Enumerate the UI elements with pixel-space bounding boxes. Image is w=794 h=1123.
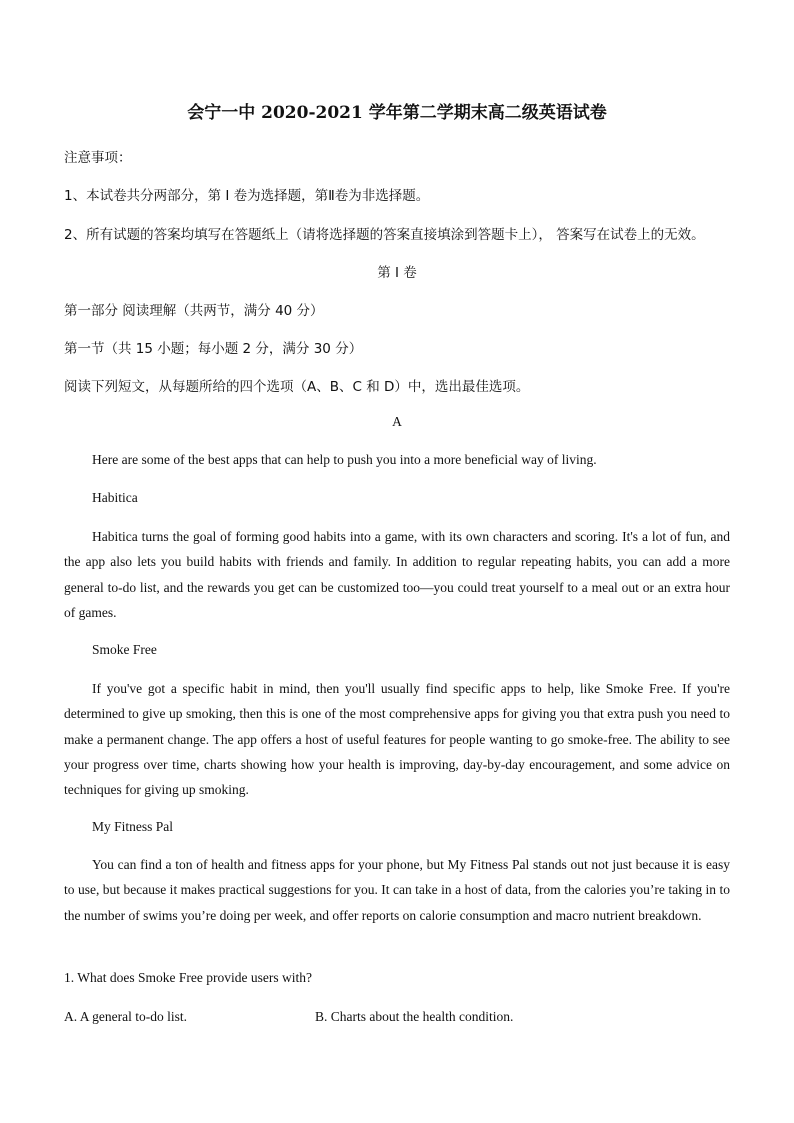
exam-title: 会宁一中 2020-2021 学年第二学期末高二级英语试卷 [187,103,607,123]
app-body-my-fitness-pal: You can find a ton of health and fitness apps for your phone, but My Fitness Pal stands out not just because it is easy to use, but because it makes practical suggestions for you. It can take in a host of data, from the calories you’re taking in to the number of swims you’re doing per week, and offer reports on calorie consumption and macro nutrient breakdown. [64,857,730,923]
passage-label: A [392,414,402,429]
passage-intro: Here are some of the best apps that can help to push you into a more beneficial way of living. [92,452,597,467]
question-option-a: A. A general to-do list. [64,1009,187,1024]
app-body-habitica: Habitica turns the goal of forming good habits into a game, with its own characters and scoring. It's a lot of fun, and the app also lets you build habits with friends and family. In addition to regular repeating habits, you can add a more general to-do list, and the rewards you get can be customized too—you could treat yourself to a meal out or an extra hour of games. [64,529,730,620]
note-item-2: 2、所有试题的答案均填写在答题纸上（请将选择题的答案直接填涂到答题卡上）， 答案写在试卷上的无效。 [64,227,705,243]
volume-heading: 第 I 卷 [377,265,417,281]
instruction-text: 阅读下列短文，从每题所给的四个选项（A、B、C 和 D）中，选出最佳选项。 [64,379,530,395]
app-heading-smoke-free: Smoke Free [92,642,157,657]
app-body-smoke-free: If you've got a specific habit in mind, then you'll usually find specific apps to help, like Smoke Free. If you're determined to give up smoking, then this is one of the most comprehensive apps for giving you that extra push you need to make a permanent change. The app offers a host of useful features for people wanting to go smoke-free. The ability to see your progress over time, charts showing how your health is improving, day-by-day encouragement, and some advice on techniques for giving up smoking. [64,681,730,798]
question-stem: 1. What does Smoke Free provide users with? [64,970,312,985]
notes-heading: 注意事项： [64,150,132,166]
section-heading: 第一节（共 15 小题；每小题 2 分，满分 30 分） [64,341,363,357]
app-heading-habitica: Habitica [92,490,138,505]
app-heading-my-fitness-pal: My Fitness Pal [92,819,174,834]
note-item-1: 1、本试卷共分两部分，第 I 卷为选择题，第Ⅱ卷为非选择题。 [64,188,430,204]
question-option-b: B. Charts about the health condition. [315,1009,514,1024]
part-heading: 第一部分 阅读理解（共两节，满分 40 分） [64,303,324,319]
